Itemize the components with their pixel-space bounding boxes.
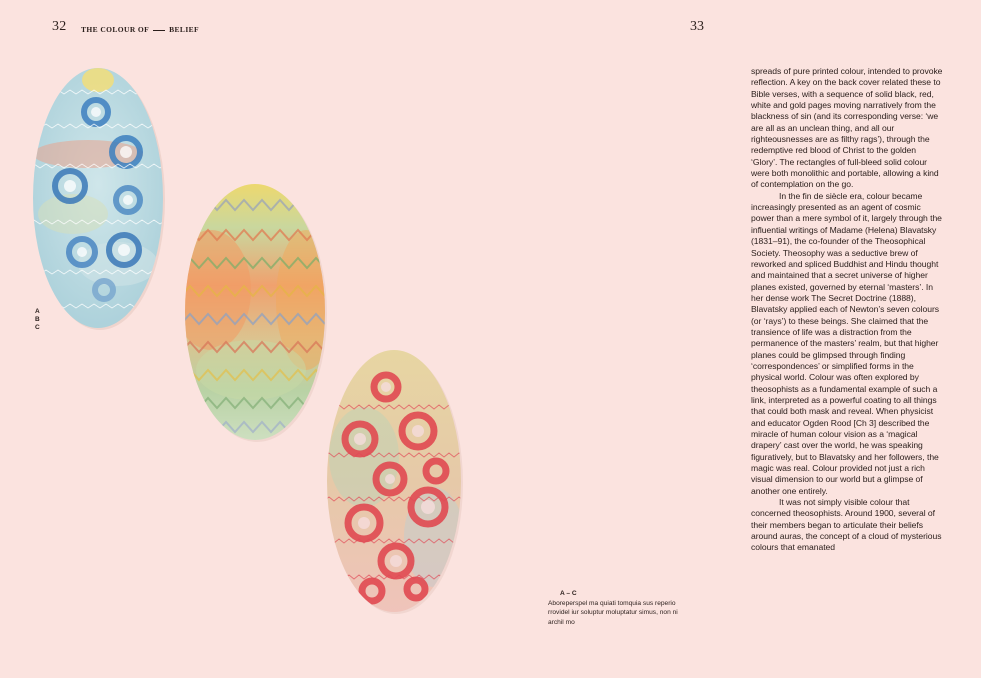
caption-text: Aboreperspel ma quiati tomquia sus reperio rrovidel iur soluptur moluptatur simus, non ni archil mo [548,599,678,626]
figure-mark-b: B [35,316,40,323]
figure-caption [548,589,683,627]
page-number-right: 33 [690,19,704,34]
figure-mark-c: C [35,324,40,331]
figure-a-oval-painting [28,64,168,332]
body-text-column [751,66,943,554]
running-head-dash [153,30,165,31]
page-number-left: 32 [52,19,67,34]
caption-label: A – C [560,590,577,597]
paragraph-2: In the fin de siècle era, colour became increasingly presented as an agent of cosmic power than a mere symbol of it, largely through the influential writings of Madame (Helena) Blavatsky (1831–91), the co-founder of the Theosophical Society. Theosophy was a seductive brew of reworked and spliced Buddhist and Hindu thought and maintained that a secret universe of higher planes existed, governed by eternal ‘masters’. In her dense work The Secret Doctrine (1888), Blavatsky applied each of Newton’s seven colours (or ‘rays’) to these beings. She claimed that the transience of life was a distraction from the permanence of the masters’ realm, but that higher planes could be glimpsed through finding ‘correspondences’ or simplified forms in the physical world. Colour was often explored by theosophists as a fundamental example of such a link, interpreted as a powerful coating to all things that could both mask and reveal. When physicist and educator Ogden Rood [Ch 3] described the miracle of human colour vision as a ‘magical drapery’ cast over the world, he was speaking figuratively, but to Blavatsky and her followers, the magic was real. Colour provided not just a rich visual dimension to our world but a glimpse of another one entirely. [751,190,942,496]
paragraph-1: spreads of pure printed colour, intended to provoke reflection. A key on the back cover related these to Bible verses, with a sequence of solid black, red, white and gold pages moving narratively from the blackness of sin (and its corresponding verse: ‘we are all as an unclean thing, and all our righteousnesses are as filthy rags’), through the redemptive red blood of Christ to the golden ‘Glory’. The rectangles of full-bleed solid colour were both monolithic and portable, allowing a kind of contemplation on the go. [751,66,943,190]
figure-mark-a: A [35,308,40,315]
running-head [81,25,199,34]
running-head-part1: THE COLOUR OF [81,25,150,34]
paragraph-3: It was not simply visible colour that concerned theosophists. Around 1900, several of their members began to articulate their beliefs around auras, the concept of a cloud of mysterious colours that emanated [751,497,942,553]
figure-b-oval-painting [181,180,331,444]
figure-c-oval-painting [324,347,468,617]
running-head-part2: BELIEF [169,25,200,34]
